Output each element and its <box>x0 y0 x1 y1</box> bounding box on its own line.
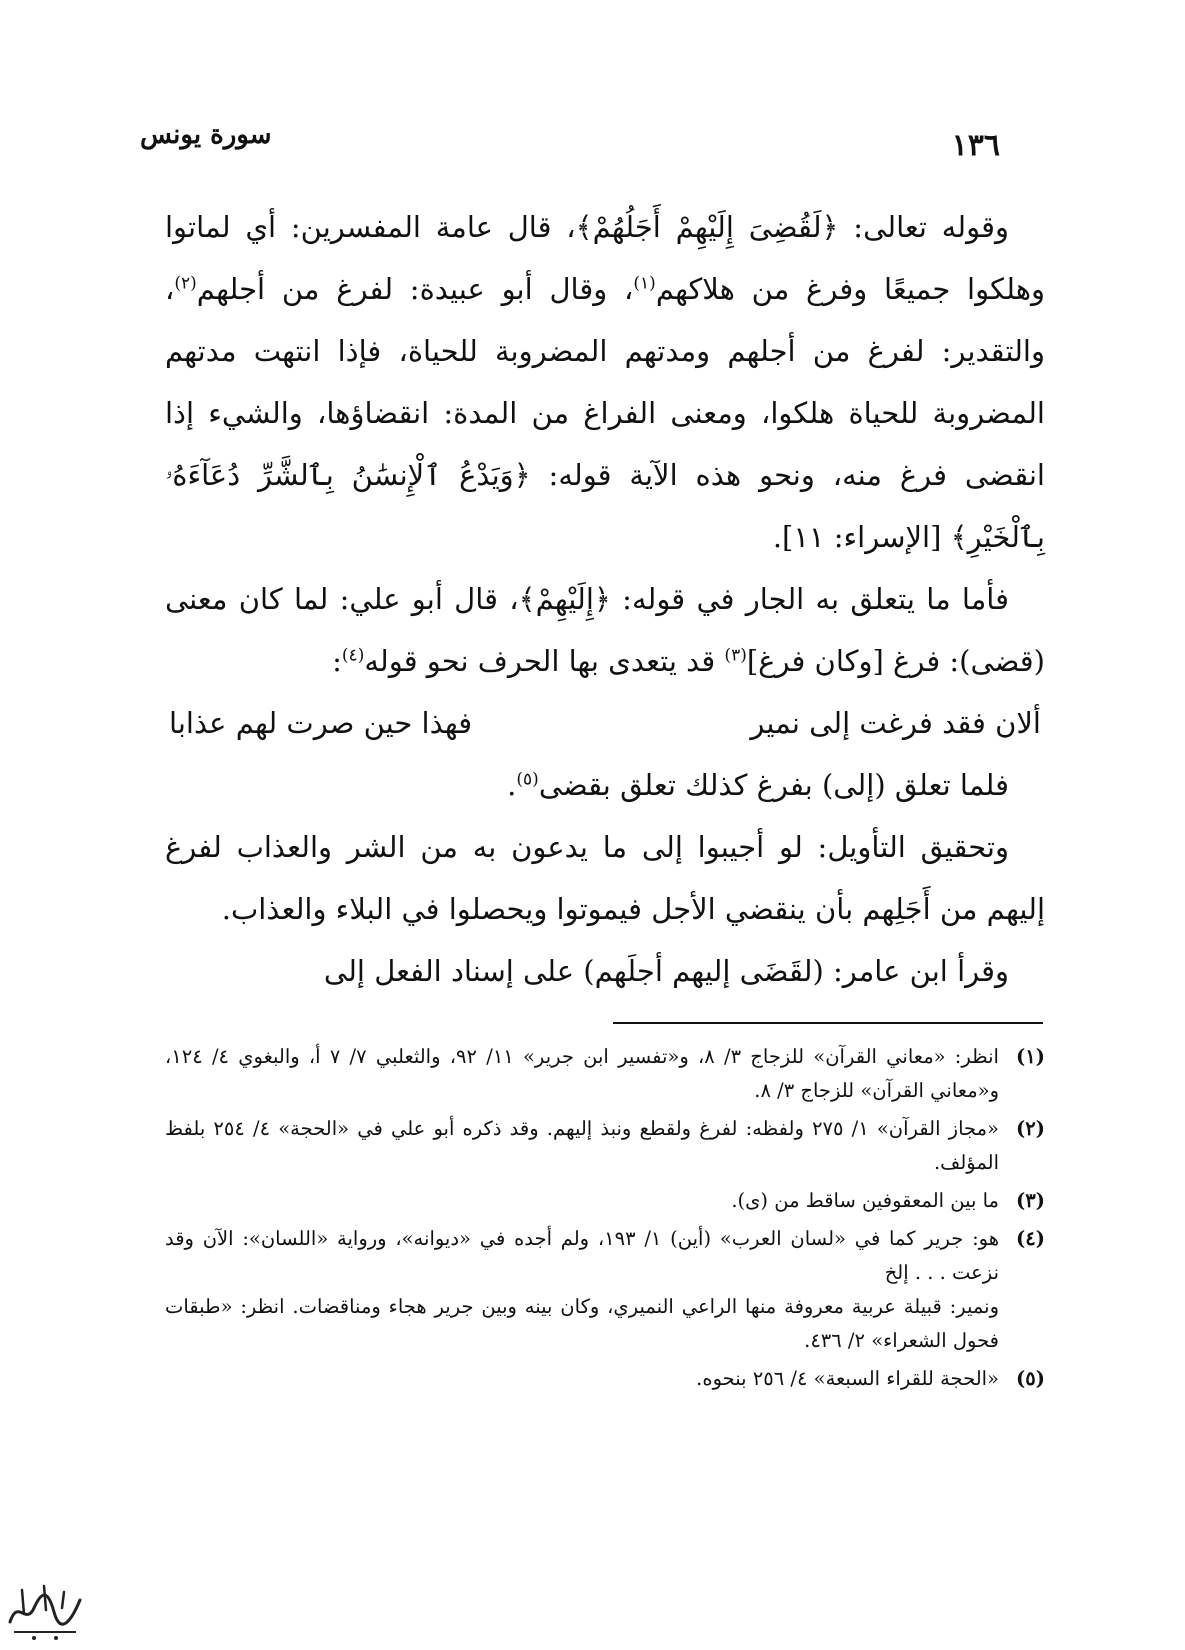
calligraphy-logo-icon <box>4 1578 86 1644</box>
footnote-text: ما بين المعقوفين ساقط من (ى). <box>731 1189 999 1212</box>
paragraph-3-text-a: فلما تعلق (إلى) بفرغ كذلك تعلق بقضى <box>538 768 1009 802</box>
paragraph-1-text-b: ، وقال أبو عبيدة: لفرغ من أجلهم <box>196 272 634 306</box>
paragraph-1-text-c: ، والتقدير: لفرغ من أجلهم ومدتهم المضروبة للحياة، فإذا انتهت مدتهم المضروبة للحياة هلكوا، ومعنى الفراغ من المدة: انقضاؤها، والشيء إذا انقضى فرغ منه، ونحو هذه الآية قوله: ﴿وَيَدْعُ ٱلْإِنسَٰنُ بِٱلشَّرِّ دُعَآءَهُۥ بِٱلْخَيْرِ﴾ [الإسراء: ١١]. <box>165 272 1045 554</box>
paragraph-3-text-b: . <box>507 768 517 802</box>
paragraph-3 <box>165 754 1045 816</box>
paragraph-4: وتحقيق التأويل: لو أجيبوا إلى ما يدعون به من الشر والعذاب لفرغ إليهم من أَجَلِهم بأن ينقضي الأجل فيموتوا ويحصلوا في البلاء والعذاب. <box>165 830 1045 926</box>
footnote-body <box>165 1222 999 1358</box>
footnote-1 <box>165 1040 1045 1108</box>
footnote-text: «الحجة للقراء السبعة» ٤/ ٢٥٦ بنحوه. <box>696 1367 999 1390</box>
page-header <box>140 118 1000 168</box>
footnote-number: (١) <box>1016 1045 1045 1068</box>
main-text <box>165 196 1045 1002</box>
footnote-text: «مجاز القرآن» ١/ ٢٧٥ ولفظه: لفرغ ولقطع ونبذ إليهم. وقد ذكره أبو علي في «الحجة» ٤/ ٢٥٤ بلفظ المؤلف. <box>165 1117 999 1174</box>
paragraph-2-text-b: قد يتعدى بها الحرف نحو قوله <box>364 644 725 678</box>
surah-title: سورة يونس <box>140 120 272 150</box>
footnote-ref-3[interactable]: (٣) <box>724 645 747 666</box>
paragraph-2-text-c: : <box>332 644 342 678</box>
footnote-number: (٢) <box>1016 1117 1045 1140</box>
paragraph-2 <box>165 568 1045 692</box>
footnote-extra-text: ونمير: قبيلة عربية معروفة منها الراعي النميري، وكان بينه وبين جرير هجاء ومناقضات. انظر: «طبقات فحول الشعراء» ٢/ ٤٣٦. <box>165 1295 999 1352</box>
footnote-4 <box>165 1222 1045 1358</box>
footnote-2 <box>165 1112 1045 1180</box>
page-number: ١٣٦ <box>951 128 1000 163</box>
footnote-ref-5[interactable]: (٥) <box>516 769 539 790</box>
footnote-ref-4[interactable]: (٤) <box>341 645 365 666</box>
footnote-ref-2[interactable]: (٢) <box>174 273 197 294</box>
poem-hemistich-2: فهذا حين صرت لهم عذابا <box>169 706 473 740</box>
paragraph-1-text-a: وقوله تعالى: ﴿لَقُضِىَ إِلَيْهِمْ أَجَلُهُمْ﴾، قال عامة المفسرين: أي لماتوا وهلكوا جميعًا وفرغ من هلاكهم <box>165 210 1046 306</box>
poem-hemistich-1: ألان فقد فرغت إلى نمير <box>750 706 1041 740</box>
poem-verse <box>165 692 1045 754</box>
footnotes-section <box>165 1040 1045 1400</box>
paragraph-2-text-a: فأما ما يتعلق به الجار في قوله: ﴿إِلَيْهِمْ﴾، قال أبو علي: لما كان معنى (قضى): فرغ [وكان فرغ] <box>165 582 1045 678</box>
footnote-3 <box>165 1184 1045 1218</box>
footnote-divider <box>613 1022 1043 1024</box>
calligraphy-logo <box>4 1578 86 1644</box>
paragraph-1 <box>165 196 1045 568</box>
footnote-5 <box>165 1362 1045 1396</box>
footnote-text: هو: جرير كما في «لسان العرب» (أين) ١/ ١٩٣، ولم أجده في «ديوانه»، ورواية «اللسان»: الآن وقد نزعت . . . إلخ <box>165 1227 999 1284</box>
footnote-number: (٣) <box>1016 1189 1045 1212</box>
footnote-text: انظر: «معاني القرآن» للزجاج ٣/ ٨، و«تفسير ابن جرير» ١١/ ٩٢، والثعلبي ٧/ ٧ أ، والبغوي ٤/ ١٢٤، و«معاني القرآن» للزجاج ٣/ ٨. <box>165 1045 999 1102</box>
footnote-number: (٥) <box>1016 1367 1045 1390</box>
footnote-number: (٤) <box>1016 1227 1045 1250</box>
paragraph-5: وقرأ ابن عامر: (لقَضَى إليهم أجلَهم) على إسناد الفعل إلى <box>323 954 1009 988</box>
footnote-ref-1[interactable]: (١) <box>633 273 656 294</box>
